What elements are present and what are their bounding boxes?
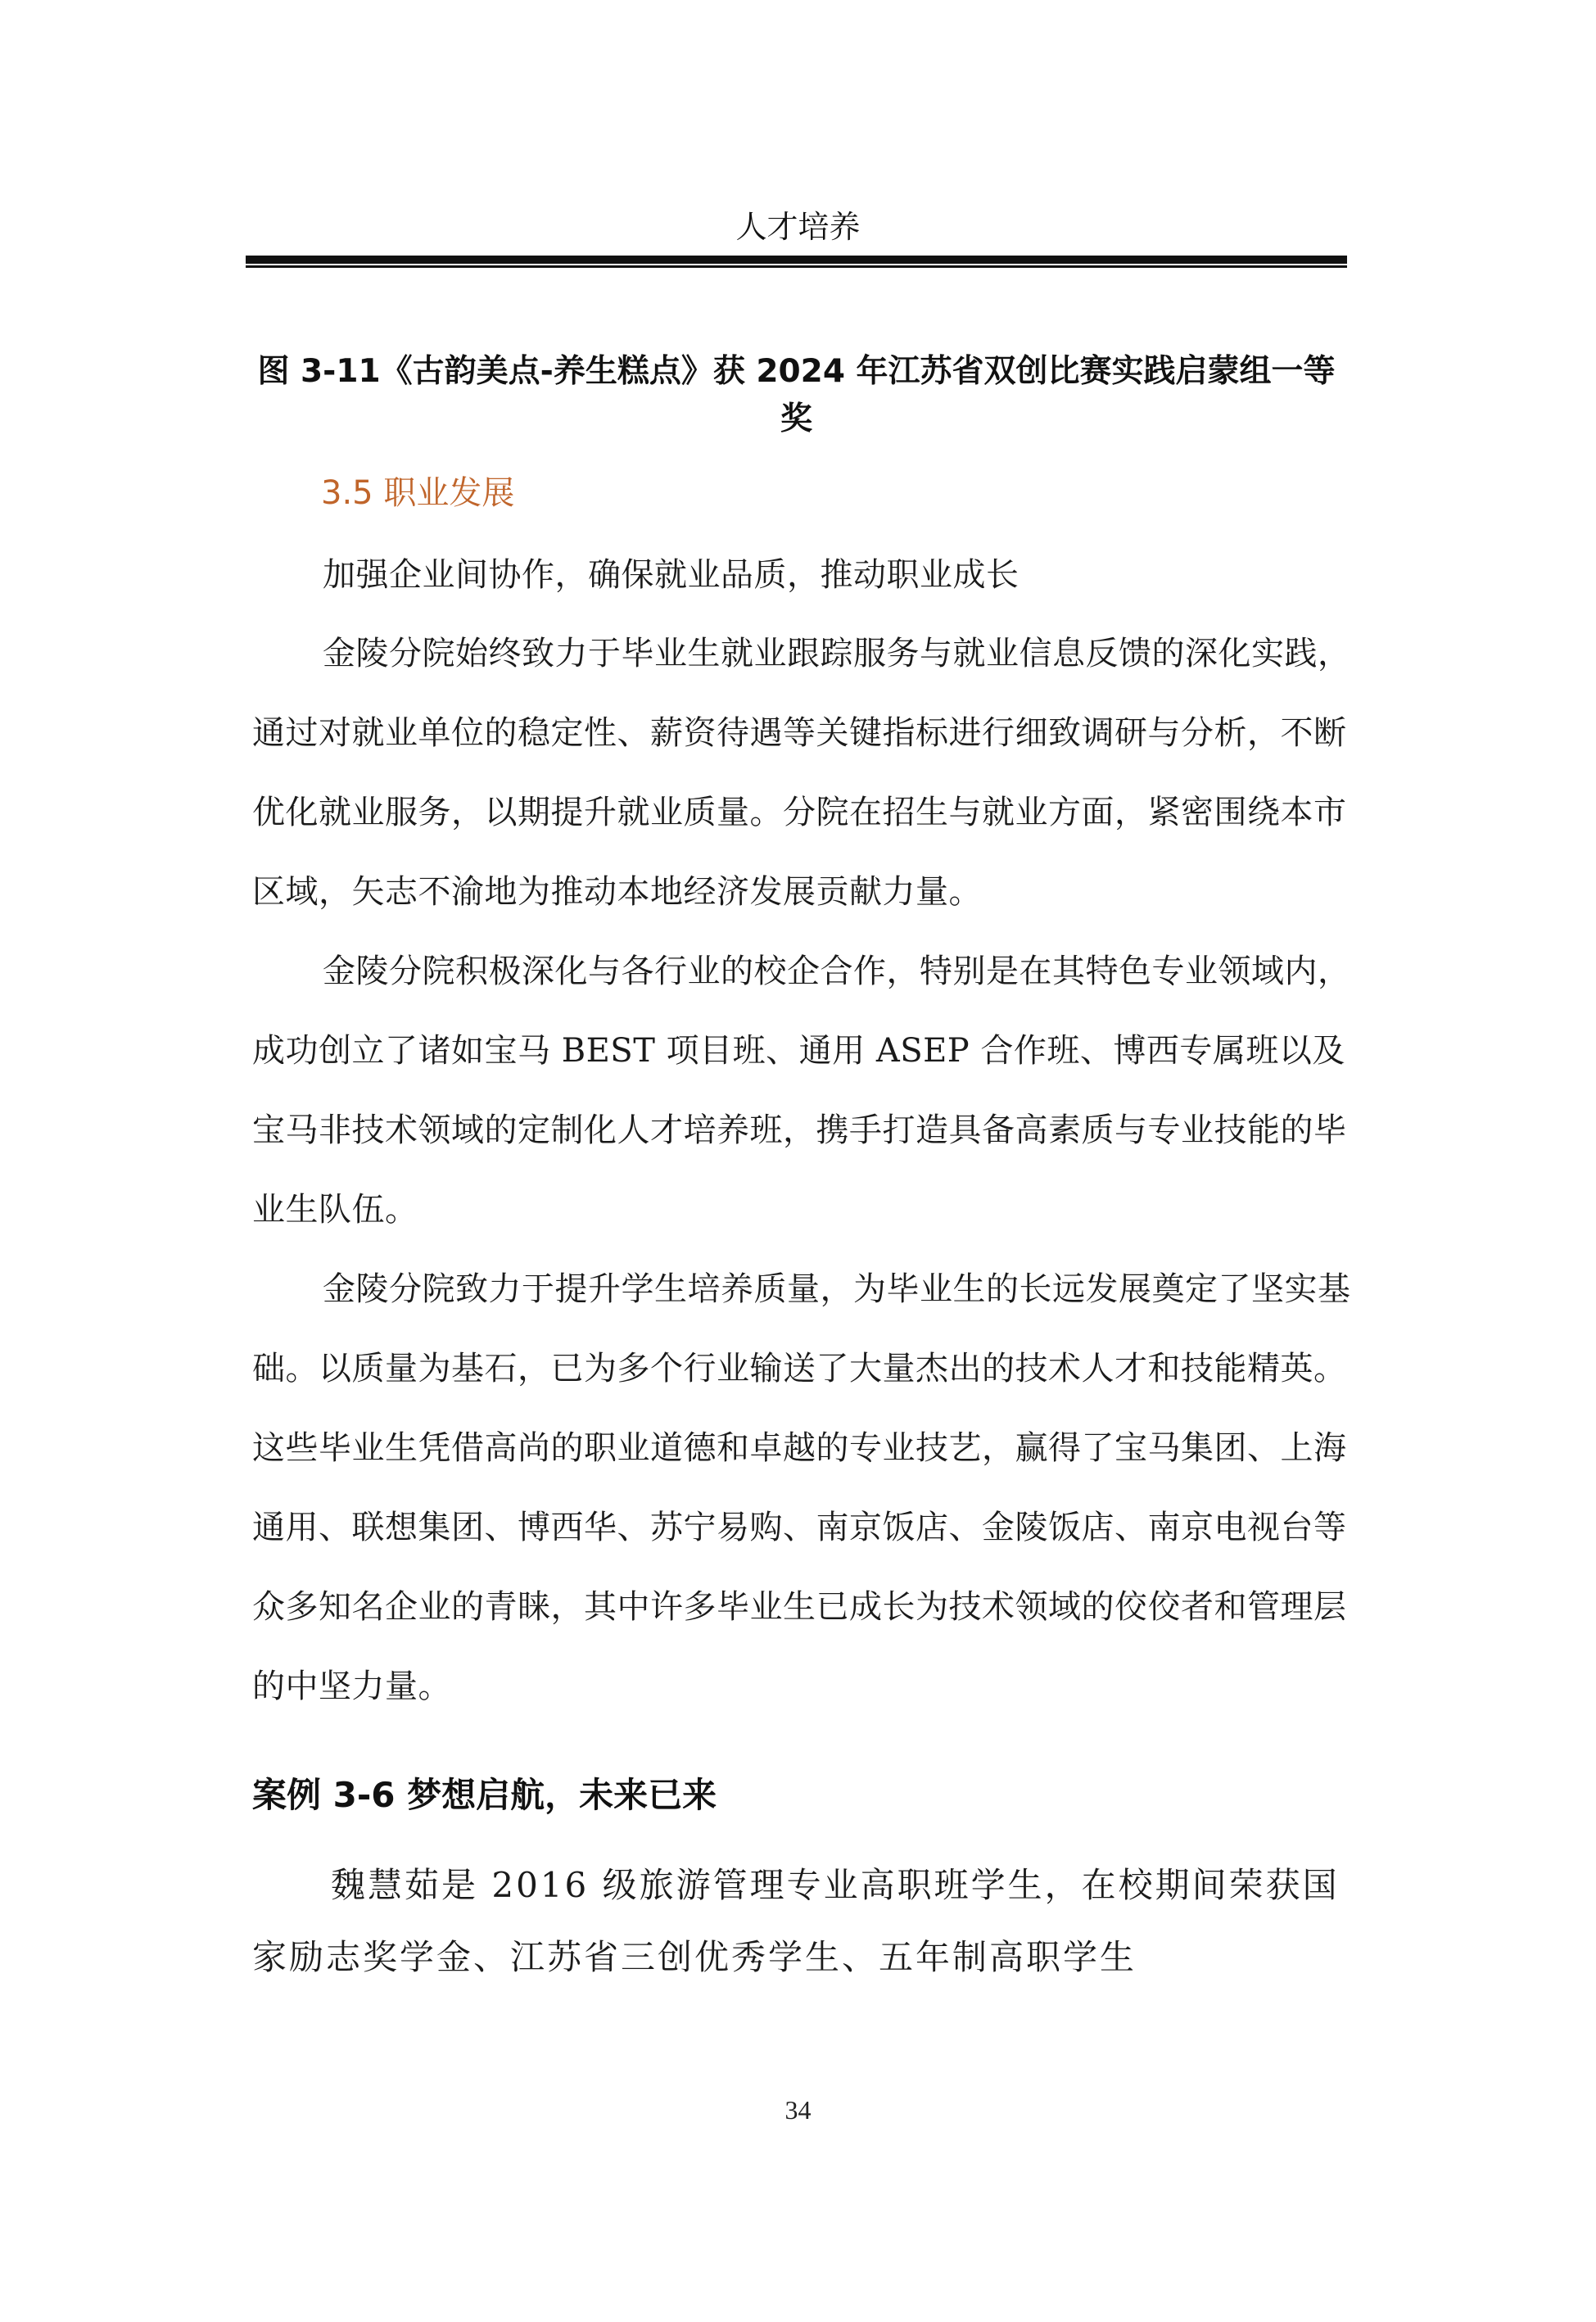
section-heading: 3.5 职业发展	[321, 474, 515, 512]
page-number: 34	[784, 2095, 812, 2125]
case-body	[252, 1849, 1354, 1994]
header-rule-thick	[246, 256, 1347, 264]
running-header-title: 人才培养	[735, 209, 861, 245]
header-rule-thin	[246, 265, 1347, 268]
body-paragraph-3: 金陵分院致力于提升学生培养质量，为毕业生的长远发展奠定了坚实基础。以质量为基石，已为多个行业输送了大量杰出的技术人才和技能精英。这些毕业生凭借高尚的职业道德和卓越的专业技艺，赢得了宝马集团、上海通用、联想集团、博西华、苏宁易购、南京饭店、金陵饭店、南京电视台等众多知名企业的青睐，其中许多毕业生已成长为技术领域的佼佼者和管理层的中坚力量。	[252, 1270, 1351, 1705]
tagline-text: 加强企业间协作，确保就业品质，推动职业成长	[323, 556, 1020, 594]
case-heading: 案例 3-6 梦想启航，未来已来	[252, 1775, 717, 1815]
case-paragraph: 魏慧茹是 2016 级旅游管理专业高职班学生，在校期间荣获国家励志奖学金、江苏省三创优秀学生、五年制高职学生	[252, 1865, 1340, 1977]
body-paragraph-2: 金陵分院积极深化与各行业的校企合作，特别是在其特色专业领域内，成功创立了诸如宝马 BEST 项目班、通用 ASEP 合作班、博西专属班以及宝马非技术领域的定制化人才培养班，携手打造具备高素质与专业技能的毕业生队伍。	[252, 953, 1351, 1229]
section-body	[252, 614, 1354, 1727]
body-paragraph-1: 金陵分院始终致力于毕业生就业跟踪服务与就业信息反馈的深化实践，通过对就业单位的稳定性、薪资待遇等关键指标进行细致调研与分析，不断优化就业服务，以期提升就业质量。分院在招生与就业方面，紧密围绕本市区域，矢志不渝地为推动本地经济发展贡献力量。	[252, 635, 1351, 911]
figure-caption: 图 3-11《古韵美点-养生糕点》获 2024 年江苏省双创比赛实践启蒙组一等奖	[257, 353, 1336, 437]
section-tagline	[252, 536, 1354, 615]
header-rule	[246, 256, 1347, 270]
